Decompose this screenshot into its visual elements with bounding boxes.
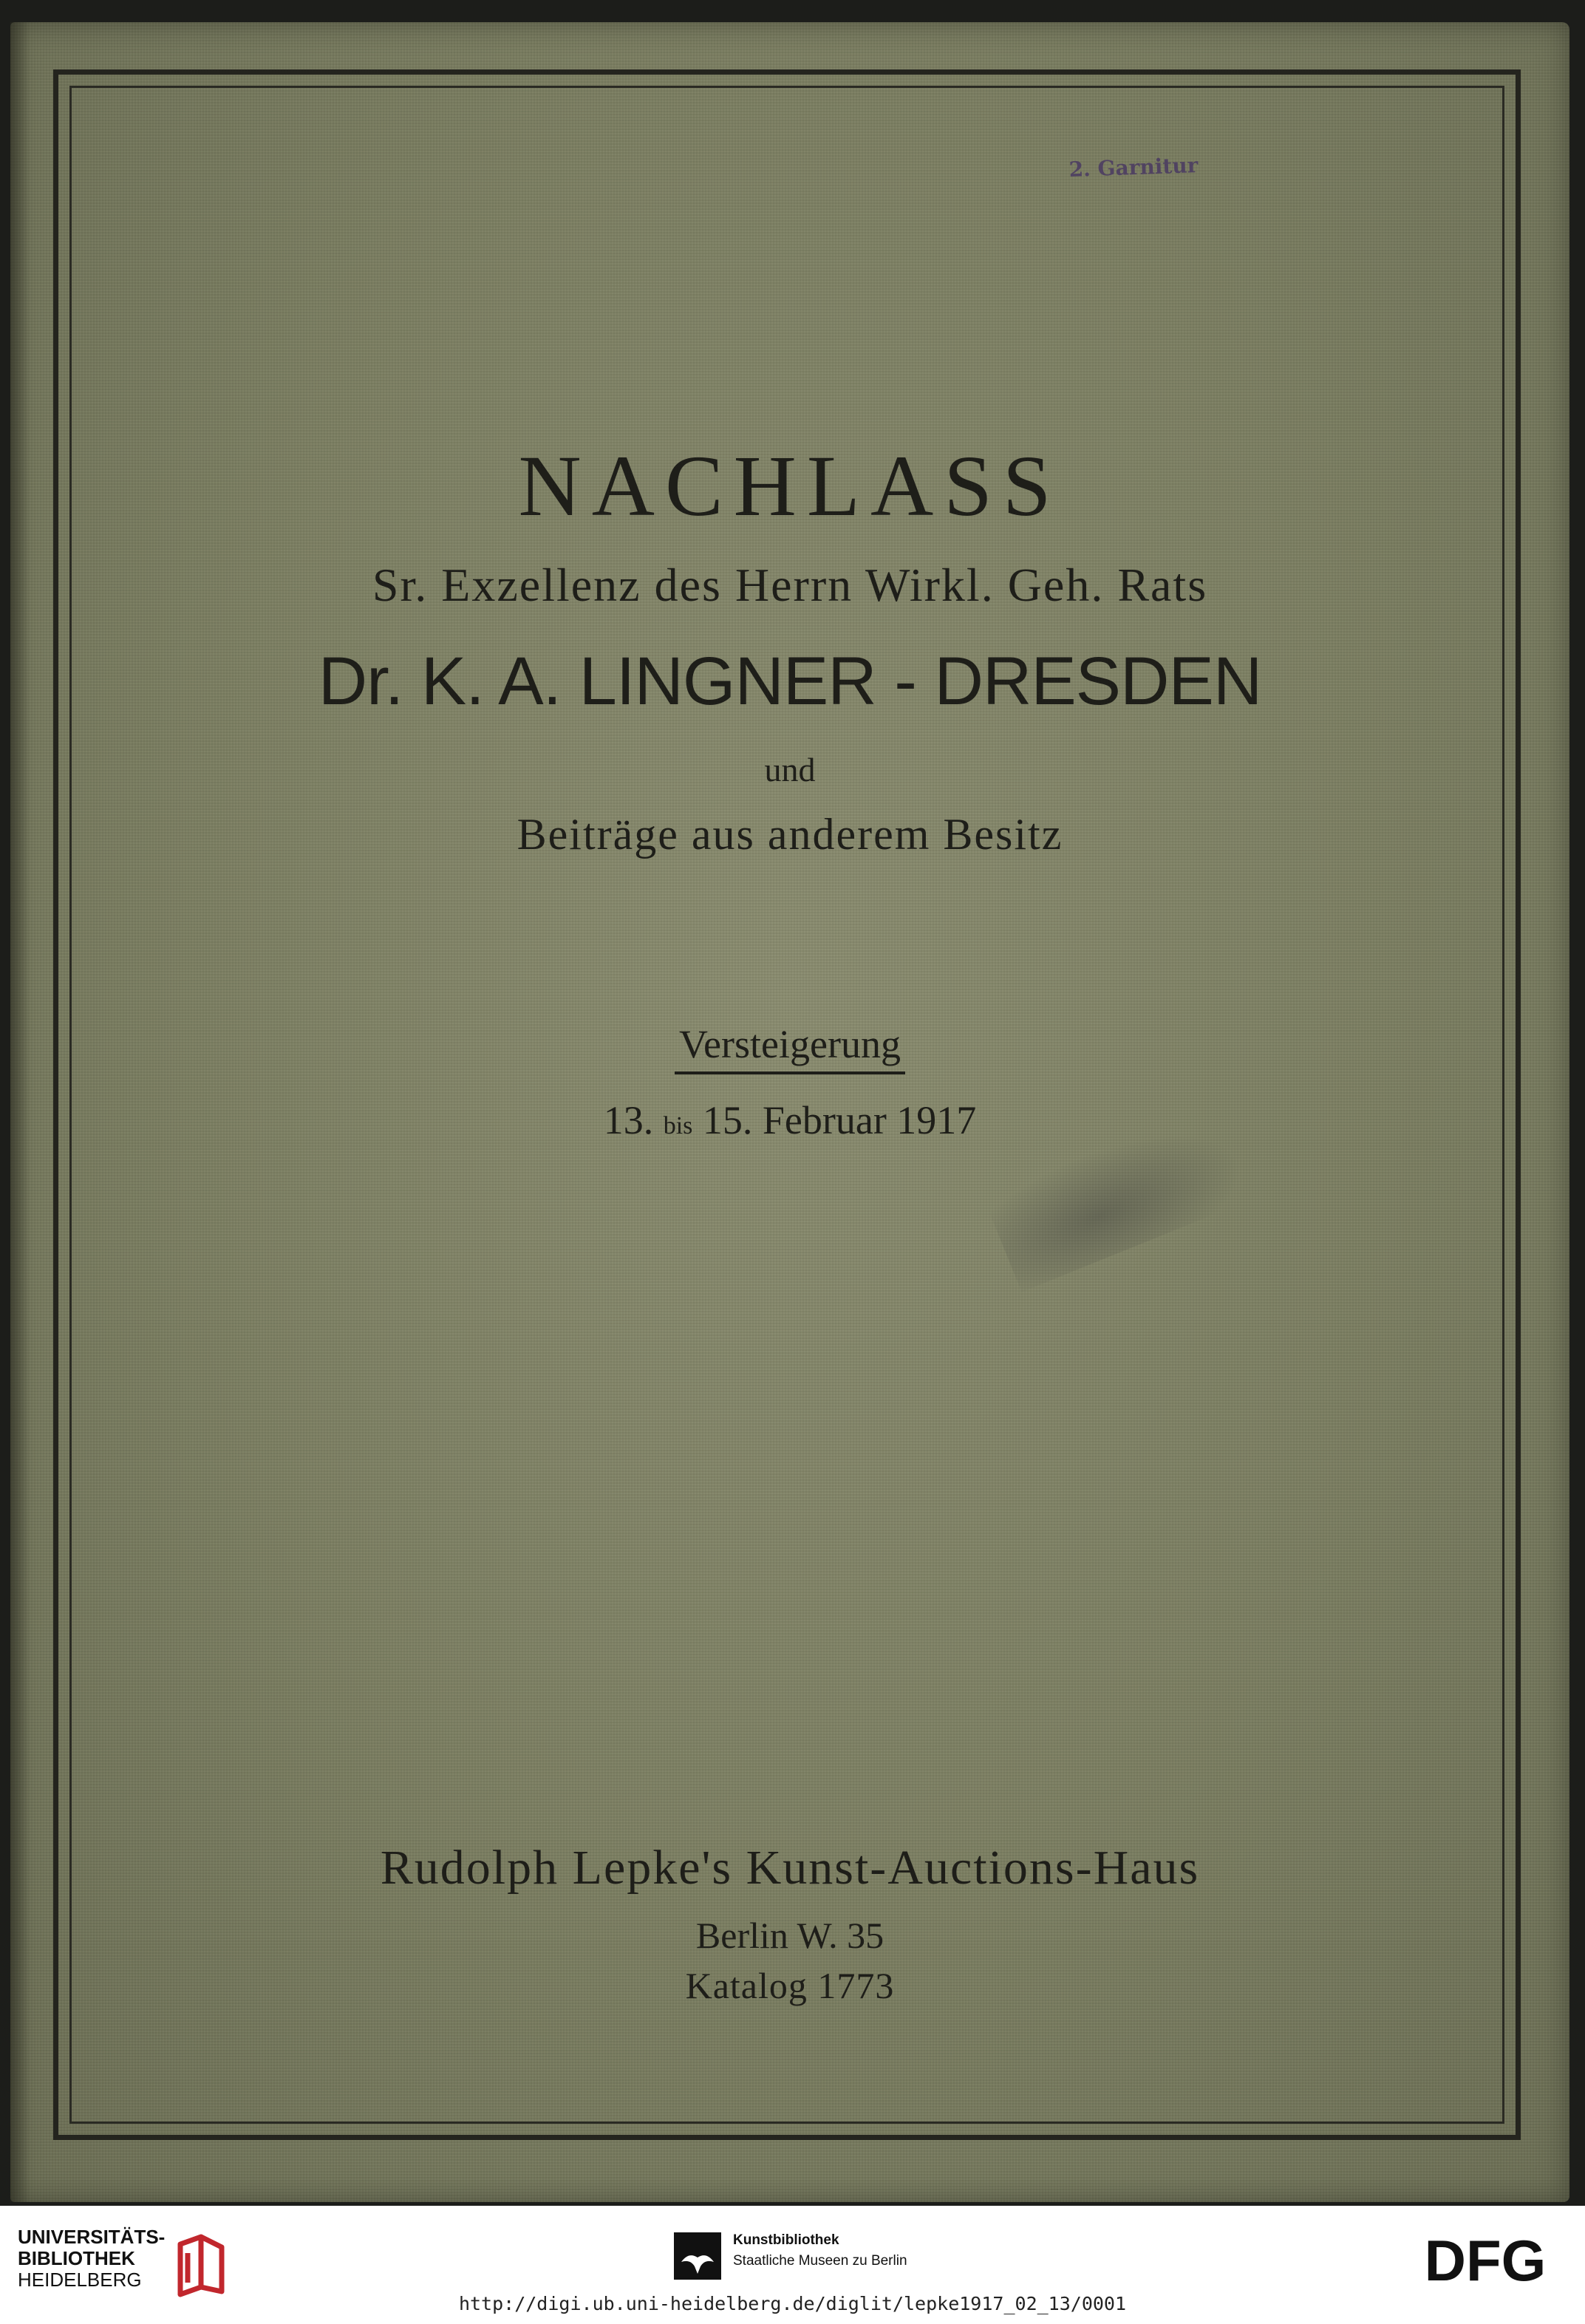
svg-text:DFG: DFG (1424, 2232, 1547, 2291)
source-url-link[interactable]: http://digi.ub.uni-heidelberg.de/diglit/lepke1917_02_13/0001 (458, 2293, 1127, 2314)
catalog-number: Katalog 1773 (685, 1965, 895, 2006)
kb-sub: Staatliche Museen zu Berlin (733, 2253, 907, 2269)
stamp-garnitur: 2. Garnitur (1068, 152, 1199, 183)
auction-address: Berlin W. 35 (695, 1915, 884, 1956)
date-bis: bis (663, 1112, 693, 1139)
cover-name: Dr. K. A. LINGNER - DRESDEN (318, 644, 1262, 719)
cover-conjunction: und (764, 751, 816, 788)
dfg-logo[interactable] (1408, 2232, 1563, 2291)
ub-line1: UNIVERSITÄTS- (18, 2226, 166, 2248)
kb-name: Kunstbibliothek (733, 2232, 839, 2248)
auction-heading (10, 1021, 1569, 1074)
cover-subtitle: Sr. Exzellenz des Herrn Wirkl. Geh. Rats (372, 559, 1208, 611)
ub-line3: HEIDELBERG (18, 2269, 142, 2291)
auction-house: Rudolph Lepke's Kunst-Auctions-Haus (380, 1841, 1200, 1895)
ub-heidelberg-logo[interactable] (18, 2226, 232, 2300)
auction-heading-text: Versteigerung (675, 1021, 905, 1074)
ub-logo-text (18, 2226, 165, 2291)
ub-mark-icon (166, 2231, 232, 2297)
cover-title: NACHLASS (518, 437, 1062, 534)
kunstbibliothek-logo[interactable] (674, 2228, 940, 2287)
ub-line2: BIBLIOTHEK (18, 2247, 135, 2269)
cover-contributions: Beiträge aus anderem Besitz (517, 810, 1063, 859)
date-start: 13. (603, 1098, 654, 1142)
book-cover (10, 22, 1569, 2202)
date-end: 15. Februar 1917 (702, 1098, 977, 1142)
eagle-icon (674, 2232, 721, 2280)
footer-bar (0, 2206, 1585, 2324)
auction-date (10, 1097, 1569, 1143)
